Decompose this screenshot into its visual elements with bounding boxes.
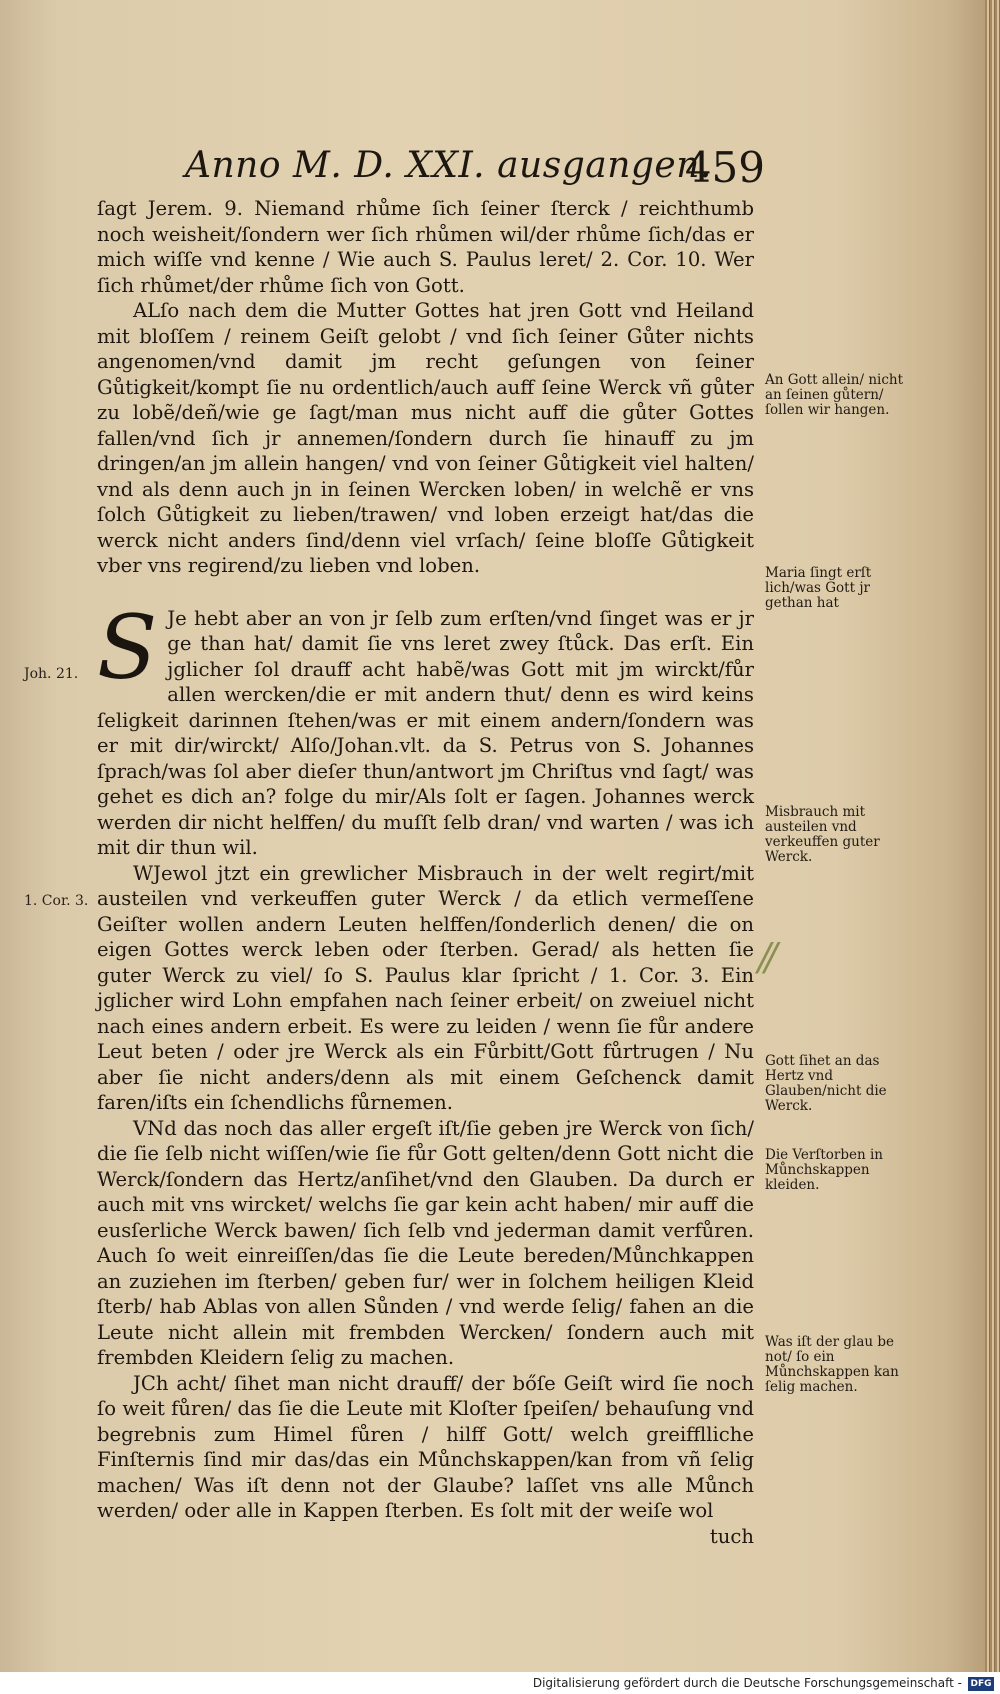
- margin-note-1: An Gott allein/ nicht an ſeinen gůtern/ſollen wir hangen.: [765, 372, 904, 418]
- catchword: tuch: [709, 1524, 754, 1548]
- margin-note-5: Die Verſtorben in Můnchskappen kleiden.: [765, 1147, 884, 1193]
- drop-cap: S: [97, 595, 158, 699]
- page-header: [185, 145, 765, 201]
- paragraph-2: ALſo nach dem die Mutter Gottes hat jren Gott vnd Heiland mit bloſſem / reinem Geiſt gelobt / vnd ſich ſeiner Gůter nichts angenomen/vnd damit jm recht geſungen von ſeiner Gůtigkeit/kompt ſie nu ordentlich/auch auff ſeine Werck vñ gůter zu lobẽ/deñ/wie ge ſagt/man mus nicht auff die gůter Gottes fallen/vnd ſich jr annemen/ſondern durch ſie hinauff zu jm dringen/an jm allein hangen/ vnd von ſeiner Gůtigkeit viel halten/ vnd als denn auch jn in ſeinen Wercken loben/ in welchẽ er vns ſolch Gůtigkeit zu lieben/trawen/ vnd loben erzeigt hat/das die werck nicht anders ſind/denn viel vrſach/ ſeine bloſſe Gůtigkeit vber vns regirend/zu lieben vnd loben.: [97, 299, 754, 577]
- margin-note-3: Misbrauch mit austeilen vnd verkeuffen guter Werck.: [765, 804, 880, 865]
- paragraph-4: WJewol jtzt ein grewlicher Misbrauch in der welt regirt/mit austeilen vnd verkeuffen guter Werck / da etlich vermeſſene Geiſter wollen andern Leuten helffen/ſonderlich denen/ die on eigen Gottes werck leben oder ſterben. Gerad/ als hetten ſie guter Werck zu viel/ ſo S. Paulus klar ſpricht / 1. Cor. 3. Ein jglicher wird Lohn empfahen nach ſeiner erbeit/ on zweiuel nicht nach eines andern erbeit. Es were zu leiden / wenn ſie fůr andere Leut beten / oder jre Werck als ein Fůrbitt/Gott fůrtrugen / Nu aber ſie nicht anders/denn als mit einem Geſchenck damit faren/iſts ein ſchendlichs fůrnemen.: [97, 861, 754, 1114]
- margin-note-2: Maria ſingt erſt lich/was Gott jr gethan hat: [765, 565, 872, 611]
- section-gap: [97, 579, 754, 606]
- main-text-column: [97, 196, 754, 1549]
- margin-ref-joh: Joh. 21.: [24, 666, 79, 682]
- paragraph-3: Je hebt aber an von jr ſelb zum erſten/vnd ſinget was er jr ge than hat/ damit ſie vns leret zwey ſtůck. Das erſt. Ein jglicher ſol drauff acht habẽ/was Gott mit jm wirckt/fůr allen wercken/die er mit andern thut/ denn es wird keins ſeligkeit darinnen ſtehen/was er mit einem andern/ſondern was er mit dir/wirckt/ Alſo/Johan.vlt. da S. Petrus von S. Johannes ſprach/was ſol aber dieſer thun/antwort jm Chriſtus vnd ſagt/ was gehet es dich an? folge du mir/Als ſolt er ſagen. Johannes werck werden dir nicht helffen/ du muſſt ſelb dran/ vnd warten / was ich mit dir thun wil.: [97, 606, 754, 859]
- paragraph-5: VNd das noch das aller ergeſt iſt/ſie geben jre Werck von ſich/ die ſie ſelb nicht wiſſen/wie ſie fůr Gott gelten/denn Gott nicht die Werck/ſondern das Hertz/anſihet/vnd den Glauben. Da durch er auch mit vns wircket/ welchs ſie gar kein acht haben/ mir auff die eusſerliche Werck bawen/ ſich ſelb vnd jederman damit verfůren. Auch ſo weit einreiſſen/das ſie die Leute bereden/Můnchkappen an zuziehen im ſterben/ geben fur/ wer in ſolchem heiligen Kleid ſterb/ hab Ablas von allen Sůnden / vnd werde ſelig/ fahen an die Leute nicht allein mit frembden Wercken/ ſondern auch mit frembden Kleidern ſelig zu machen.: [97, 1116, 754, 1369]
- running-head: Anno M. D. XXI. ausgangen.: [185, 145, 712, 186]
- drop-cap-paragraph: [97, 595, 754, 861]
- margin-note-6: Was iſt der glau be not/ ſo ein Můnchskappen kan ſelig machen.: [765, 1334, 899, 1395]
- page-number: 459: [684, 143, 765, 192]
- pencil-mark: //: [758, 935, 772, 979]
- paragraph-6: JCh acht/ ſihet man nicht drauff/ der bőſe Geiſt wird ſie noch ſo weit fůren/ das ſie die Leute mit Kloſter ſpeiſen/ behauſung vnd begrebnis zum Himel fůren / hilff Gott/ welch greifflliche Finſternis ſind mir das/das ein Můnchskappen/kan from vñ ſelig machen/ Was iſt denn not der Glaube? laſſet vns alle Můnch werden/ oder alle in Kappen ſterben. Es ſolt mit der weiſe wol: [97, 1371, 754, 1522]
- margin-note-4: Gott ſihet an das Hertz vnd Glauben/nicht die Werck.: [765, 1053, 887, 1114]
- margin-ref-cor: 1. Cor. 3.: [24, 893, 89, 909]
- dfg-logo-icon: DFG: [968, 1677, 994, 1691]
- paragraph-1: ſagt Jerem. 9. Niemand rhůme ſich ſeiner ſterck / reichthumb noch weisheit/ſondern wer ſich rhůmen wil/der rhůme ſich/das er mich wiſſe vnd kenne / Wie auch S. Paulus leret/ 2. Cor. 10. Wer ſich rhůmet/der rhůme ſich von Gott.: [97, 197, 754, 297]
- digitization-footer: [0, 1672, 1000, 1694]
- footer-text: Digitalisierung gefördert durch die Deutsche Forschungsgemeinschaft -: [532, 1676, 962, 1690]
- book-fore-edge: [985, 0, 1000, 1672]
